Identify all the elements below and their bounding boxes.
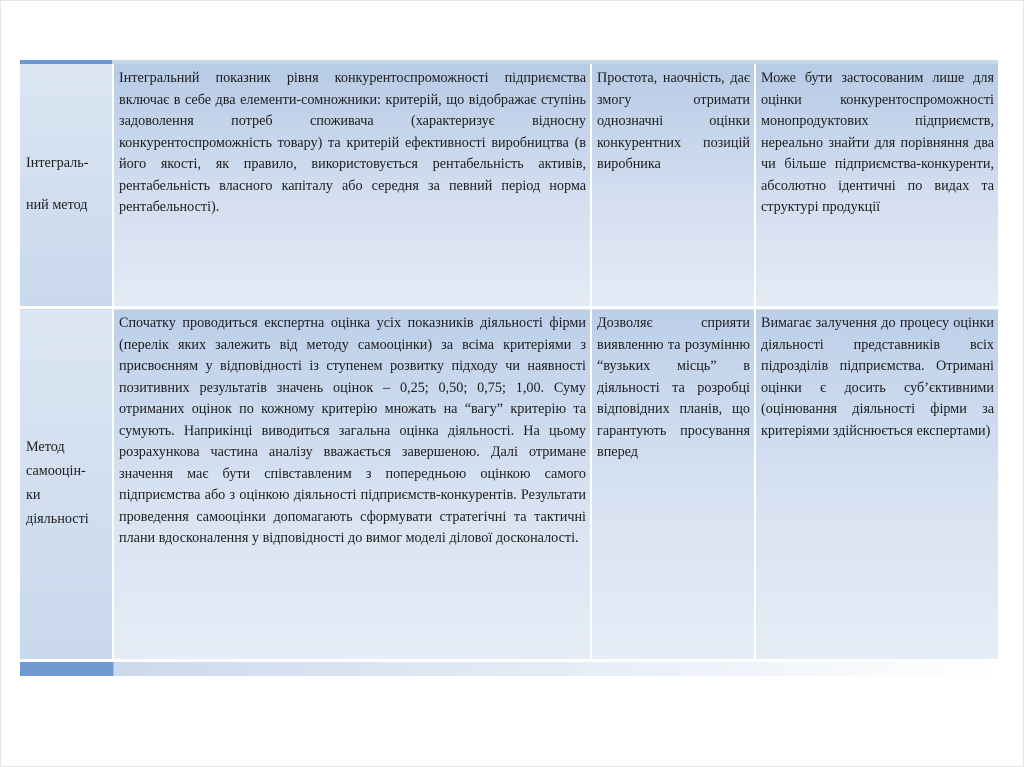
table-row (20, 308, 998, 661)
method-name-line: ки (26, 487, 41, 503)
method-advantages-cell: Дозволяє сприяти виявленню та розумінню “вузьких місць” в діяльності та розробці відповідних планів, що гарантують просування вперед (591, 308, 755, 661)
method-name-cell (20, 64, 113, 308)
table-row (20, 64, 998, 308)
method-name-cell (20, 308, 113, 661)
method-disadvantages-cell: Може бути застосованим лише для оцінки конкурентоспроможності монопродуктових підприємств, нереально знайти для порівняння два чи більше підприємства-конкуренти, абсолютно ідентичні по видах та структурі продукції (755, 64, 998, 308)
method-name-line: Метод (26, 439, 65, 455)
methods-comparison-table (20, 64, 998, 662)
method-name-line: Інтеграль- (26, 155, 89, 171)
method-description-cell: Інтегральний показник рівня конкурентоспроможності підприємства включає в себе два елементи-сомножники: критерій, що відображає ступінь задоволення потреб споживача (характеризує відносну конкурентоспроможність товару) та критерій ефективності виробництва (в його якості, як правило, використовується рентабельність активів, рентабельність власного капіталу або середня за певний період норма рентабельності). (113, 64, 591, 308)
method-name-line: діяльності (26, 511, 89, 527)
method-description-cell: Спочатку проводиться експертна оцінка усіх показників діяльності фірми (перелік яких залежить від методу самооцінки) за всіма критеріями з присвоєнням у відповідності із ступенем розвитку підходу чи наявності позитивних результатів значень оцінок – 0,25; 0,50; 0,75; 1,00. Суму отриманих оцінок по кожному критерію множать на “вагу” критерію та сумують. Наприкінці виводиться загальна оцінка діяльності. На цьому розрахункова частина аналізу вважається завершеною. Далі отримане значення має бути співставленим з попередньою оцінкою самого підприємства або з оцінкою діяльності підприємств-конкурентів. Результати проведення самооцінки допомагають сформувати стратегічні та тактичні плани вдосконалення у відповідності до вимог моделі ділової досконалості. (113, 308, 591, 661)
method-name-line: ний метод (26, 197, 88, 213)
method-name-line: самооцін- (26, 463, 86, 479)
method-advantages-cell: Простота, наочність, дає змогу отримати однозначні оцінки конкурентних позицій виробника (591, 64, 755, 308)
method-disadvantages-cell: Вимагає залучення до процесу оцінки діяльності представників всіх підрозділів підприємства. Отримані оцінки є досить суб’єктивними (оцінювання діяльності фірми за критеріями здійснюється експертами) (755, 308, 998, 661)
